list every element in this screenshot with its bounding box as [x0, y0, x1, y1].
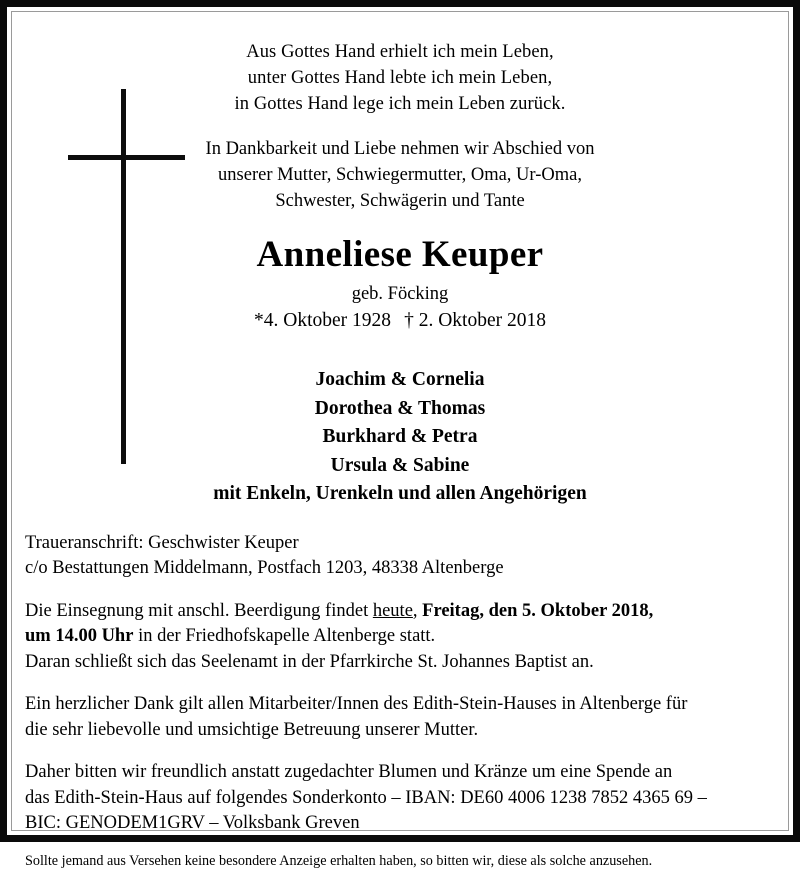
- deceased-name: Anneliese Keuper: [256, 234, 544, 275]
- survivor-line-1: Joachim & Cornelia: [315, 369, 485, 390]
- life-dates: [25, 308, 775, 334]
- donation-paragraph: [25, 760, 775, 837]
- service-today: heute: [372, 600, 413, 621]
- survivor-line-4: Ursula & Sabine: [330, 454, 470, 476]
- service-line-2: [25, 624, 775, 650]
- survivor-line-5: mit Enkeln, Urenkeln und allen Angehörigen: [213, 483, 587, 504]
- donation-line-2-iban: das Edith-Stein-Haus auf folgendes Sonderkonto – IBAN: DE60 4006 1238 7852 4365 69 –: [25, 787, 707, 808]
- thanks-paragraph: [25, 692, 775, 743]
- verse-line-3: in Gottes Hand lege ich mein Leben zurück.: [234, 94, 566, 114]
- intro-line-1: In Dankbarkeit und Liebe nehmen wir Abschied von: [205, 139, 595, 159]
- service-details: [25, 599, 775, 676]
- service-date: Freitag, den 5. Oktober 2018,: [422, 600, 654, 621]
- birth-date: *4. Oktober 1928: [254, 310, 392, 331]
- address-line-1: Traueranschrift: Geschwister Keuper: [25, 532, 299, 553]
- survivors-list: [25, 366, 775, 509]
- opening-verse: [25, 39, 775, 117]
- service-lead: Die Einsegnung mit anschl. Beerdigung findet: [25, 600, 373, 621]
- service-line-1: [25, 599, 775, 625]
- intro-line-3: Schwester, Schwägerin und Tante: [275, 191, 525, 211]
- thanks-line-2: die sehr liebevolle und umsichtige Betreuung unserer Mutter.: [25, 719, 479, 740]
- footnote-text: Sollte jemand aus Versehen keine besondere Anzeige erhalten haben, so bitten wir, diese als solche anzusehen.: [25, 852, 653, 869]
- service-time: um 14.00 Uhr: [25, 626, 134, 646]
- spacer-3: [25, 743, 775, 760]
- survivor-line-3: Burkhard & Petra: [322, 426, 478, 447]
- thanks-line-1: Ein herzlicher Dank gilt allen Mitarbeiter/Innen des Edith-Stein-Hauses in Altenberge für: [25, 694, 688, 714]
- mourning-address: [25, 531, 775, 582]
- lower-text-block: [25, 531, 775, 871]
- survivor-line-2: Dorothea & Thomas: [314, 397, 486, 419]
- verse-line-1: Aus Gottes Hand erhielt ich mein Leben,: [246, 42, 554, 62]
- spacer-2: [25, 675, 775, 692]
- service-comma: ,: [412, 600, 423, 621]
- spacer-1: [25, 582, 775, 599]
- donation-line-3-bic: BIC: GENODEM1GRV – Volksbank Greven: [25, 813, 360, 833]
- death-date: † 2. Oktober 2018: [404, 310, 546, 331]
- address-line-2: c/o Bestattungen Middelmann, Postfach 1203, 48338 Altenberge: [25, 558, 504, 578]
- farewell-intro: [25, 136, 775, 214]
- service-line-3: Daran schließt sich das Seelenamt in der Pfarrkirche St. Johannes Baptist an.: [25, 651, 594, 672]
- donation-line-1: Daher bitten wir freundlich anstatt zugedachter Blumen und Kränze um eine Spende an: [25, 762, 673, 782]
- maiden-name: geb. Föcking: [351, 284, 449, 304]
- service-place: in der Friedhofskapelle Altenberge statt.: [133, 626, 436, 646]
- intro-line-2: unserer Mutter, Schwiegermutter, Oma, Ur-Oma,: [218, 165, 582, 185]
- notice-content: [7, 7, 793, 869]
- verse-line-2: unter Gottes Hand lebte ich mein Leben,: [247, 68, 553, 88]
